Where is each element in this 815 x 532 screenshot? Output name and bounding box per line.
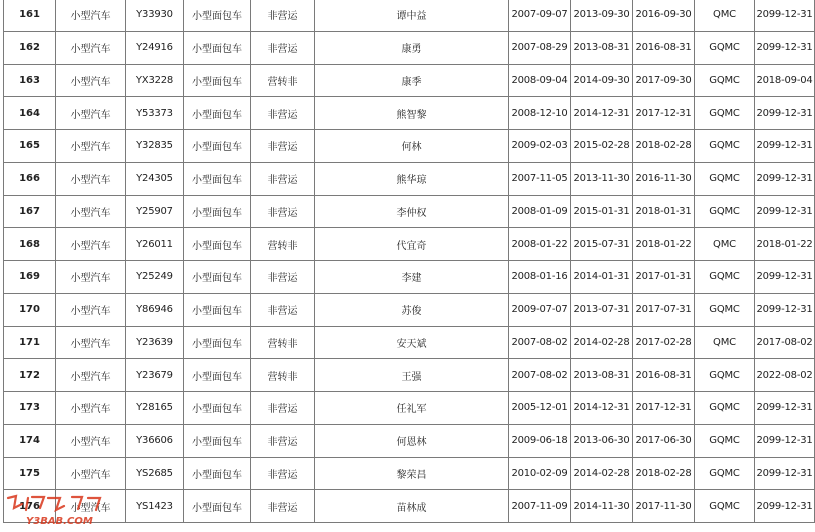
inspection-valid-until: 2017-09-30 <box>633 64 695 97</box>
inspection-date: 2014-02-28 <box>571 326 633 359</box>
mandatory-scrap-date: 2099-12-31 <box>755 293 815 326</box>
row-number: 172 <box>4 359 56 392</box>
row-number: 174 <box>4 424 56 457</box>
row-number: 162 <box>4 31 56 64</box>
plate-number: Y25249 <box>126 261 184 294</box>
vehicle-type: 小型面包车 <box>184 261 251 294</box>
brand-code: QMC <box>695 0 755 31</box>
mandatory-scrap-date: 2022-08-02 <box>755 359 815 392</box>
first-registration-date: 2007-08-02 <box>509 359 571 392</box>
usage-nature: 非营运 <box>251 490 315 523</box>
vehicle-category: 小型汽车 <box>56 326 126 359</box>
plate-number: YX3228 <box>126 64 184 97</box>
owner-name: 熊华琼 <box>315 162 509 195</box>
row-number: 169 <box>4 261 56 294</box>
brand-code: QMC <box>695 228 755 261</box>
inspection-valid-until: 2017-02-28 <box>633 326 695 359</box>
brand-code: GQMC <box>695 195 755 228</box>
inspection-date: 2014-12-31 <box>571 392 633 425</box>
first-registration-date: 2007-08-29 <box>509 31 571 64</box>
vehicle-type: 小型面包车 <box>184 31 251 64</box>
usage-nature: 非营运 <box>251 0 315 31</box>
vehicle-category: 小型汽车 <box>56 490 126 523</box>
plate-number: YS2685 <box>126 457 184 490</box>
owner-name: 代宜奇 <box>315 228 509 261</box>
mandatory-scrap-date: 2099-12-31 <box>755 0 815 31</box>
plate-number: Y53373 <box>126 97 184 130</box>
mandatory-scrap-date: 2099-12-31 <box>755 162 815 195</box>
usage-nature: 非营运 <box>251 97 315 130</box>
first-registration-date: 2008-01-22 <box>509 228 571 261</box>
usage-nature: 非营运 <box>251 31 315 64</box>
owner-name: 安天斌 <box>315 326 509 359</box>
usage-nature: 非营运 <box>251 261 315 294</box>
inspection-valid-until: 2016-09-30 <box>633 0 695 31</box>
table-row <box>4 228 815 261</box>
mandatory-scrap-date: 2099-12-31 <box>755 424 815 457</box>
vehicle-type: 小型面包车 <box>184 424 251 457</box>
plate-number: Y23679 <box>126 359 184 392</box>
usage-nature: 非营运 <box>251 162 315 195</box>
inspection-date: 2013-06-30 <box>571 424 633 457</box>
owner-name: 康季 <box>315 64 509 97</box>
row-number: 164 <box>4 97 56 130</box>
table-row <box>4 457 815 490</box>
brand-code: GQMC <box>695 424 755 457</box>
table-row <box>4 97 815 130</box>
vehicle-category: 小型汽车 <box>56 392 126 425</box>
inspection-date: 2014-01-31 <box>571 261 633 294</box>
mandatory-scrap-date: 2018-09-04 <box>755 64 815 97</box>
first-registration-date: 2008-12-10 <box>509 97 571 130</box>
inspection-valid-until: 2017-12-31 <box>633 97 695 130</box>
inspection-valid-until: 2016-08-31 <box>633 359 695 392</box>
vehicle-category: 小型汽车 <box>56 359 126 392</box>
vehicle-type: 小型面包车 <box>184 228 251 261</box>
table-row <box>4 195 815 228</box>
inspection-date: 2014-12-31 <box>571 97 633 130</box>
inspection-valid-until: 2017-07-31 <box>633 293 695 326</box>
owner-name: 康勇 <box>315 31 509 64</box>
inspection-valid-until: 2017-11-30 <box>633 490 695 523</box>
inspection-date: 2013-08-31 <box>571 359 633 392</box>
inspection-valid-until: 2016-11-30 <box>633 162 695 195</box>
owner-name: 何林 <box>315 130 509 163</box>
brand-code: GQMC <box>695 31 755 64</box>
table-row <box>4 424 815 457</box>
table-row <box>4 31 815 64</box>
vehicle-category: 小型汽车 <box>56 228 126 261</box>
usage-nature: 非营运 <box>251 130 315 163</box>
usage-nature: 非营运 <box>251 195 315 228</box>
vehicle-type: 小型面包车 <box>184 326 251 359</box>
first-registration-date: 2008-09-04 <box>509 64 571 97</box>
table-body <box>4 0 815 523</box>
plate-number: Y36606 <box>126 424 184 457</box>
vehicle-type: 小型面包车 <box>184 0 251 31</box>
table-row <box>4 0 815 31</box>
usage-nature: 非营运 <box>251 424 315 457</box>
inspection-valid-until: 2016-08-31 <box>633 31 695 64</box>
brand-code: QMC <box>695 326 755 359</box>
row-number: 166 <box>4 162 56 195</box>
plate-number: Y26011 <box>126 228 184 261</box>
inspection-valid-until: 2017-12-31 <box>633 392 695 425</box>
first-registration-date: 2007-11-09 <box>509 490 571 523</box>
usage-nature: 营转非 <box>251 326 315 359</box>
vehicle-type: 小型面包车 <box>184 64 251 97</box>
first-registration-date: 2007-09-07 <box>509 0 571 31</box>
brand-code: GQMC <box>695 97 755 130</box>
vehicle-category: 小型汽车 <box>56 97 126 130</box>
row-number: 168 <box>4 228 56 261</box>
inspection-date: 2013-08-31 <box>571 31 633 64</box>
inspection-date: 2014-02-28 <box>571 457 633 490</box>
table-row <box>4 64 815 97</box>
vehicle-type: 小型面包车 <box>184 490 251 523</box>
first-registration-date: 2010-02-09 <box>509 457 571 490</box>
owner-name: 王强 <box>315 359 509 392</box>
inspection-date: 2014-11-30 <box>571 490 633 523</box>
vehicle-category: 小型汽车 <box>56 162 126 195</box>
inspection-valid-until: 2018-01-22 <box>633 228 695 261</box>
vehicle-category: 小型汽车 <box>56 31 126 64</box>
owner-name: 熊智黎 <box>315 97 509 130</box>
row-number: 170 <box>4 293 56 326</box>
vehicle-category: 小型汽车 <box>56 261 126 294</box>
owner-name: 何恩林 <box>315 424 509 457</box>
mandatory-scrap-date: 2099-12-31 <box>755 261 815 294</box>
owner-name: 苗林成 <box>315 490 509 523</box>
inspection-date: 2013-07-31 <box>571 293 633 326</box>
row-number: 163 <box>4 64 56 97</box>
usage-nature: 非营运 <box>251 392 315 425</box>
row-number: 175 <box>4 457 56 490</box>
owner-name: 谭中益 <box>315 0 509 31</box>
brand-code: GQMC <box>695 130 755 163</box>
mandatory-scrap-date: 2099-12-31 <box>755 392 815 425</box>
vehicle-type: 小型面包车 <box>184 130 251 163</box>
table-row <box>4 261 815 294</box>
vehicle-category: 小型汽车 <box>56 195 126 228</box>
inspection-date: 2015-07-31 <box>571 228 633 261</box>
first-registration-date: 2005-12-01 <box>509 392 571 425</box>
inspection-valid-until: 2018-02-28 <box>633 457 695 490</box>
table-row <box>4 392 815 425</box>
mandatory-scrap-date: 2099-12-31 <box>755 457 815 490</box>
first-registration-date: 2009-07-07 <box>509 293 571 326</box>
vehicle-type: 小型面包车 <box>184 457 251 490</box>
plate-number: Y24916 <box>126 31 184 64</box>
vehicle-category: 小型汽车 <box>56 0 126 31</box>
inspection-valid-until: 2017-06-30 <box>633 424 695 457</box>
plate-number: Y28165 <box>126 392 184 425</box>
vehicle-type: 小型面包车 <box>184 293 251 326</box>
owner-name: 李仲权 <box>315 195 509 228</box>
owner-name: 李建 <box>315 261 509 294</box>
brand-code: GQMC <box>695 457 755 490</box>
table-row <box>4 130 815 163</box>
brand-code: GQMC <box>695 359 755 392</box>
first-registration-date: 2007-11-05 <box>509 162 571 195</box>
plate-number: Y32835 <box>126 130 184 163</box>
brand-code: GQMC <box>695 392 755 425</box>
row-number: 173 <box>4 392 56 425</box>
inspection-valid-until: 2018-02-28 <box>633 130 695 163</box>
table-row <box>4 490 815 523</box>
table-row <box>4 293 815 326</box>
plate-number: Y86946 <box>126 293 184 326</box>
vehicle-type: 小型面包车 <box>184 195 251 228</box>
plate-number: Y25907 <box>126 195 184 228</box>
inspection-valid-until: 2017-01-31 <box>633 261 695 294</box>
mandatory-scrap-date: 2099-12-31 <box>755 31 815 64</box>
inspection-valid-until: 2018-01-31 <box>633 195 695 228</box>
plate-number: Y24305 <box>126 162 184 195</box>
plate-number: Y33930 <box>126 0 184 31</box>
table-row <box>4 326 815 359</box>
vehicle-category: 小型汽车 <box>56 293 126 326</box>
mandatory-scrap-date: 2099-12-31 <box>755 490 815 523</box>
inspection-date: 2015-01-31 <box>571 195 633 228</box>
inspection-date: 2014-09-30 <box>571 64 633 97</box>
usage-nature: 营转非 <box>251 228 315 261</box>
usage-nature: 非营运 <box>251 293 315 326</box>
row-number: 165 <box>4 130 56 163</box>
brand-code: GQMC <box>695 293 755 326</box>
vehicle-category: 小型汽车 <box>56 424 126 457</box>
plate-number: Y23639 <box>126 326 184 359</box>
table-row <box>4 359 815 392</box>
mandatory-scrap-date: 2018-01-22 <box>755 228 815 261</box>
mandatory-scrap-date: 2017-08-02 <box>755 326 815 359</box>
brand-code: GQMC <box>695 162 755 195</box>
first-registration-date: 2008-01-09 <box>509 195 571 228</box>
first-registration-date: 2009-02-03 <box>509 130 571 163</box>
first-registration-date: 2008-01-16 <box>509 261 571 294</box>
vehicle-category: 小型汽车 <box>56 64 126 97</box>
vehicle-type: 小型面包车 <box>184 162 251 195</box>
row-number: 176 <box>4 490 56 523</box>
brand-code: GQMC <box>695 261 755 294</box>
owner-name: 黎荣昌 <box>315 457 509 490</box>
vehicle-registry-table <box>3 0 815 523</box>
vehicle-category: 小型汽车 <box>56 130 126 163</box>
mandatory-scrap-date: 2099-12-31 <box>755 130 815 163</box>
row-number: 171 <box>4 326 56 359</box>
usage-nature: 非营运 <box>251 457 315 490</box>
row-number: 161 <box>4 0 56 31</box>
mandatory-scrap-date: 2099-12-31 <box>755 97 815 130</box>
inspection-date: 2013-11-30 <box>571 162 633 195</box>
brand-code: GQMC <box>695 64 755 97</box>
row-number: 167 <box>4 195 56 228</box>
vehicle-type: 小型面包车 <box>184 392 251 425</box>
owner-name: 苏俊 <box>315 293 509 326</box>
vehicle-type: 小型面包车 <box>184 359 251 392</box>
inspection-date: 2013-09-30 <box>571 0 633 31</box>
first-registration-date: 2007-08-02 <box>509 326 571 359</box>
first-registration-date: 2009-06-18 <box>509 424 571 457</box>
usage-nature: 营转非 <box>251 359 315 392</box>
brand-code: GQMC <box>695 490 755 523</box>
usage-nature: 营转非 <box>251 64 315 97</box>
owner-name: 任礼军 <box>315 392 509 425</box>
mandatory-scrap-date: 2099-12-31 <box>755 195 815 228</box>
svg-text:Y3BAB.COM: Y3BAB.COM <box>26 516 93 527</box>
vehicle-type: 小型面包车 <box>184 97 251 130</box>
vehicle-category: 小型汽车 <box>56 457 126 490</box>
table-row <box>4 162 815 195</box>
plate-number: YS1423 <box>126 490 184 523</box>
inspection-date: 2015-02-28 <box>571 130 633 163</box>
